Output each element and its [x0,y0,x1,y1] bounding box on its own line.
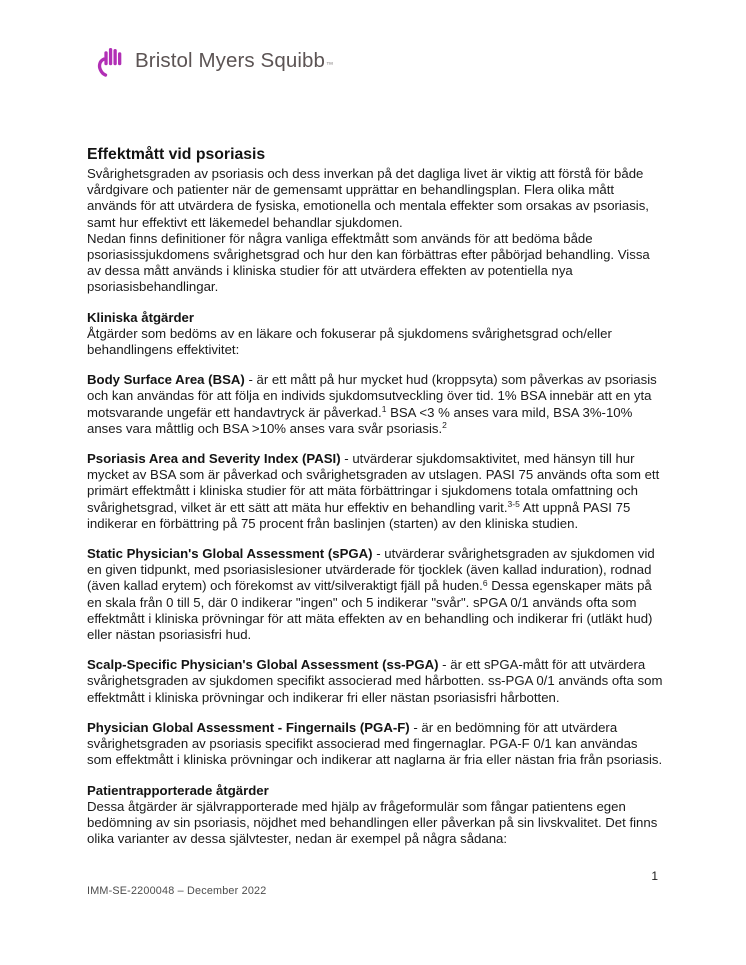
measure-text: Att uppnå PASI 75 indikerar en förbättring på 75 procent från baslinjen (starten) av den kliniska studien. [87,499,631,531]
measure-text: Dessa egenskaper mäts på en skala från 0 till 5, där 0 indikerar "ingen" och 5 indikerar "svår". sPGA 0/1 används ofta som effektmått i kliniska prövningar för att mäta effekten av en behandling och indikerar fri (utläkt hud) eller nästan psoriasisfri hud. [87,578,653,643]
clinical-measures-list [87,372,664,768]
measure-name: Psoriasis Area and Severity Index (PASI) [87,451,341,467]
reference-superscript: 6 [482,577,488,588]
trademark-symbol: ™ [325,60,334,69]
document-body [87,146,664,847]
reference-superscript: 1 [381,404,387,415]
intro-paragraph-1: Svårighetsgraden av psoriasis och dess inverkan på det dagliga livet är viktig att förstå för både vårdgivare och patienter när de gemensamt upprättar en behandlingsplan. Flera olika mått används för att utvärdera de fysiska, emotionella och mentala effekter som orsakas av psoriasis, samt hur effektivt ett läkemedel behandlar sjukdomen. [87,166,649,230]
measure-text: utvärderar svårighetsgraden av sjukdomen vid en given tidpunkt, med psoriasislesioner utvärderade för tjocklek (även kallad induration), rodnad (även kallad erytem) och förekomst av vitt/silveraktigt fjäll på huden. [87,546,655,594]
section-intro-clinical: Åtgärder som bedöms av en läkare och fokuserar på sjukdomens svårighetsgrad och/eller behandlingens effektivitet: [87,325,612,358]
measure-text: BSA <3 % anses vara mild, BSA 3%-10% anses vara måttlig och BSA >10% anses vara svår psoriasis. [87,404,633,436]
measure-text: är ett sPGA-mått för att utvärdera svårighetsgraden av sjukdomen specifikt associerad med hårbotten. ss-PGA 0/1 används ofta som effektmått i kliniska prövningar och indikerar fri eller nästan psoriasisfri hårbotten. [87,657,663,705]
document-code: IMM-SE-2200048 – December 2022 [87,885,267,897]
measure-text: utvärderar sjukdomsaktivitet, med hänsyn till hur mycket av BSA som är påverkad och svårighetsgraden av utslagen. PASI 75 används ofta som ett primärt effektmått i kliniska studier för att mäta förbättringar i sjukdomens totala omfattning och svårighetsgrad, vilket är ett sätt att mäta hur effektiv en behandling varit. [87,451,660,515]
measure-paragraph: Body Surface Area (BSA) - är ett mått på hur mycket hud (kroppsyta) som påverkas av psoriasis och kan användas för att följa en individs sjukdomsutveckling över tid. 1% BSA innebär att en yta motsvarande ungefär ett handavtryck är påverkad.$^1$ BSA <3 % anses vara mild, BSA 3%-10% anses vara måttlig och BSA >10% anses vara svår psoriasis.$^2$ [87,372,657,436]
measure-text: är ett mått på hur mycket hud (kroppsyta) som påverkas av psoriasis och kan användas för att följa en individs sjukdomsutveckling över tid. 1% BSA innebär att en yta motsvarande ungefär ett handavtryck är påverkad. [87,372,657,420]
measure-paragraph: Physician Global Assessment - Fingernails (PGA-F) - är en bedömning för att utvärdera svårighetsgraden av psoriasis specifikt associerad med fingernaglar. PGA-F 0/1 kan användas som effektmått i kliniska prövningar och indikerar att naglarna är fria eller nästan fria från psoriasis. [87,719,663,768]
measure-name: Scalp-Specific Physician's Global Assessment (ss-PGA) [87,657,439,673]
measure-name: Static Physician's Global Assessment (sPGA) [87,546,373,562]
section-heading-clinical: Kliniska åtgärder [87,309,195,325]
measure-text: är en bedömning för att utvärdera svårighetsgraden av psoriasis specifikt associerad med fingernaglar. PGA-F 0/1 kan användas som effektmått i kliniska prövningar och indikerar att naglarna är fria eller nästan fria från psoriasis. [87,719,663,768]
measure-name: Body Surface Area (BSA) [87,372,245,388]
measure-paragraph: Psoriasis Area and Severity Index (PASI) - utvärderar sjukdomsaktivitet, med hänsyn till hur mycket av BSA som är påverkad och svårighetsgraden av utslagen. PASI 75 används ofta som ett primärt effektmått i kliniska studier för att mäta förbättringar i sjukdomens totala omfattning och svårighetsgrad, vilket är ett sätt att mäta hur effektiv en behandling varit.$^{3-5}$ Att uppnå PASI 75 indikerar en förbättring på 75 procent från baslinjen (starten) av den kliniska studien. [87,451,660,531]
reference-superscript: 3-5 [507,499,520,510]
measure-paragraph: Static Physician's Global Assessment (sPGA) - utvärderar svårighetsgraden av sjukdomen vid en given tidpunkt, med psoriasislesioner utvärderade för tjocklek (även kallad induration), rodnad (även kallad erytem) och förekomst av vitt/silveraktigt fjäll på huden.$^6$ Dessa egenskaper mäts på en skala från 0 till 5, där 0 indikerar "ingen" och 5 indikerar "svår". sPGA 0/1 används ofta som effektmått i kliniska prövningar för att mäta effekten av en behandling och indikerar fri (utläkt hud) eller nästan psoriasisfri hud. [87,546,655,643]
company-logo-text [135,45,334,77]
measure-paragraph: Scalp-Specific Physician's Global Assessment (ss-PGA) - är ett sPGA-mått för att utvärdera svårighetsgraden av sjukdomen specifikt associerad med hårbotten. ss-PGA 0/1 används ofta som effektmått i kliniska prövningar och indikerar fri eller nästan psoriasisfri hårbotten. [87,657,663,705]
page-number: 1 [651,869,658,883]
document-title: Effektmått vid psoriasis [87,146,266,163]
company-name: Bristol Myers Squibb [135,49,325,72]
measure-name: Physician Global Assessment - Fingernails (PGA-F) [87,719,410,735]
section-intro-patient: Dessa åtgärder är självrapporterade med hjälp av frågeformulär som fångar patientens egen bedömning av sin psoriasis, nöjdhet med behandlingen eller påverkan på sin livskvalitet. Det finns olika varianter av dessa självtester, nedan är exempel på några sådana: [87,798,658,847]
intro-paragraph-2: Nedan finns definitioner för några vanliga effektmått som används för att bedöma både psoriasissjukdomens svårighetsgrad och hur den kan förbättras efter påbörjad behandling. Vissa av dessa mått används i kliniska studier för att utvärdera effekten av potentiella nya psoriasisbehandlingar. [87,230,650,295]
reference-superscript: 2 [442,420,447,431]
section-heading-patient: Patientrapporterade åtgärder [87,782,269,798]
bms-hand-icon [96,45,127,79]
company-logo [96,45,334,79]
